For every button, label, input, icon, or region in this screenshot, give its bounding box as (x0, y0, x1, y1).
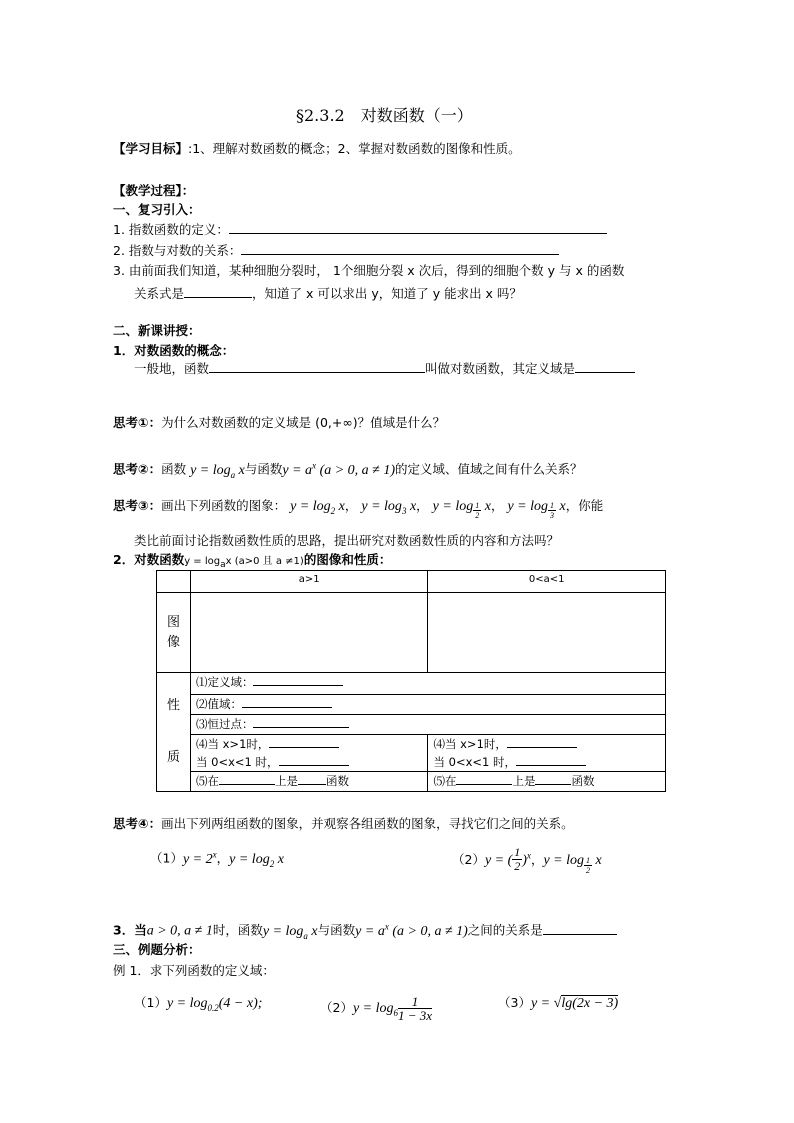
review-item-1 (113, 221, 607, 238)
think-3-line1: 思考③：画出下列函数的图象： $y = \log_2 x$， $y = \log_3 x$， y = log $\frac{1}{2}$ x， y = log $\frac{1}{3}$ x，你能 (113, 498, 604, 520)
prop-fixed-point: ⑶恒过点： (190, 715, 665, 735)
process-label: 【教学过程】： (113, 183, 195, 198)
think-3-f3: y = log $\frac{1}{2}$ x (432, 499, 491, 520)
think-2-label: 思考②： (113, 461, 162, 477)
section1-heading: 一、复习引入： (113, 202, 201, 217)
sub3-line: 3．当a > 0, a ≠ 1时，函数$y = \log_a x$与函数$y = a^x$ (a > 0, a ≠ 1)之间的关系是 (113, 918, 617, 943)
review-item-2 (113, 242, 559, 259)
think-2-log-formula: $y = \log_a x$ (190, 462, 245, 480)
prop-sign-a-lt-1: ⑷当 x>1时， 当 0<x<1 时， (428, 735, 666, 772)
review-item-3-line2 (134, 285, 522, 302)
example-1-q3: （3）y = √lg(2x − 3) (498, 995, 619, 1011)
think-2-text-b: 与函数 (244, 461, 283, 477)
row-header-props: 性 质 (157, 673, 191, 792)
col-header-a-gt-1: a>1 (190, 571, 428, 593)
review-item-3-question: ，知道了 x 可以求出 y，知道了 y 能求出 x 吗？ (252, 286, 522, 301)
review-item-1-label: 1. 指数函数的定义： (113, 222, 229, 237)
example-1-intro: 例 1．求下列函数的定义域： (113, 963, 275, 978)
definition-line (134, 360, 635, 377)
prop-monotonic-a-lt-1: ⑸在 上是 函数 (428, 772, 666, 792)
page-title: §2.3.2 对数函数（一） (296, 106, 473, 125)
think-4-label: 思考④： (113, 816, 162, 831)
definition-text-b: 叫做对数函数，其定义域是 (425, 361, 576, 376)
table-corner (157, 571, 191, 593)
prop-range: ⑵值域： (190, 695, 665, 715)
think-1 (113, 415, 445, 431)
think-4-group-1: $(1)y = 2^x$，$y = \log_2 x$ (150, 849, 284, 869)
blank-domain (575, 360, 635, 373)
learning-goals (113, 141, 521, 157)
graph-cell-a-lt-1 (428, 593, 666, 673)
think-3-text-b: ，你能 (565, 498, 604, 513)
sub1-heading: 1．对数函数的概念： (113, 343, 235, 358)
sub2-heading: 2．对数函数$y = \log_ax$ (a>0 且 a ≠1)的图像和性质： (113, 552, 392, 570)
think-3-f1: $y = \log_2 x$ (290, 499, 345, 516)
think-2-text-c: 的定义域、值域之间有什么关系？ (395, 461, 583, 477)
think-4-group-2: （2）y = ( $\frac{1}{2}$ )$^x$，y = log $\frac{1}{2}$ x (452, 845, 602, 875)
row-header-graph: 图 像 (157, 593, 191, 673)
think-4-text: 画出下列两组函数的图象，并观察各组函数的图象，寻找它们之间的关系。 (161, 816, 574, 831)
think-2-text-a: 函数 (161, 461, 187, 477)
think-3-f2: $y = \log_3 x$ (361, 499, 417, 516)
think-3-label: 思考③： (113, 498, 162, 513)
prop-sign-a-gt-1: ⑷当 x>1时， 当 0<x<1 时， (190, 735, 428, 772)
section3-heading: 三、例题分析： (113, 942, 201, 957)
think-1-label: 思考①： (113, 415, 162, 430)
graph-cell-a-gt-1 (190, 593, 428, 673)
learning-goals-text: :1、理解对数函数的概念；2、掌握对数函数的图像和性质。 (188, 141, 521, 156)
blank-relation (184, 285, 252, 298)
review-item-3-label: 关系式是 (134, 286, 185, 301)
review-item-2-label: 2. 指数与对数的关系： (113, 243, 242, 258)
prop-domain: ⑴定义域： (190, 673, 665, 695)
review-item-3-line1: 3. 由前面我们知道，某种细胞分裂时， 1个细胞分裂 x 次后，得到的细胞个数 y 与 x 的函数 (113, 263, 625, 278)
col-header-a-lt-1: 0<a<1 (428, 571, 666, 593)
prop-monotonic-a-gt-1: ⑸在 上是 函数 (190, 772, 428, 792)
blank-relation-answer (543, 922, 617, 935)
example-1-q1: $(1)y = \log_{0.2}(4 - x)$; (134, 995, 263, 1013)
think-4 (113, 816, 574, 832)
think-2-exp-formula: $y = a^x$ (a > 0, a ≠ 1) (282, 460, 396, 478)
learning-goals-label: 【学习目标】 (113, 141, 189, 156)
think-3-f4: y = log $\frac{1}{3}$ x (507, 499, 566, 520)
blank-log-function (209, 360, 425, 373)
think-3-line2: 类比前面讨论指数函数性质的思路，提出研究对数函数性质的内容和方法吗？ (134, 533, 560, 548)
section2-heading: 二、新课讲授： (113, 323, 201, 338)
think-2 (113, 457, 583, 482)
blank-exp-log-relation (241, 242, 559, 255)
example-1-q2: $(2)y = \log_6$ $\frac{1}{1 - 3x}$ (320, 994, 433, 1023)
blank-exp-def (229, 221, 607, 234)
think-3-text-a: 画出下列函数的图象： (161, 498, 287, 513)
think-1-text: 为什么对数函数的定义域是 (0,+∞)？值域是什么？ (161, 415, 446, 430)
definition-text-a: 一般地，函数 (134, 361, 210, 376)
log-properties-table (156, 570, 666, 792)
